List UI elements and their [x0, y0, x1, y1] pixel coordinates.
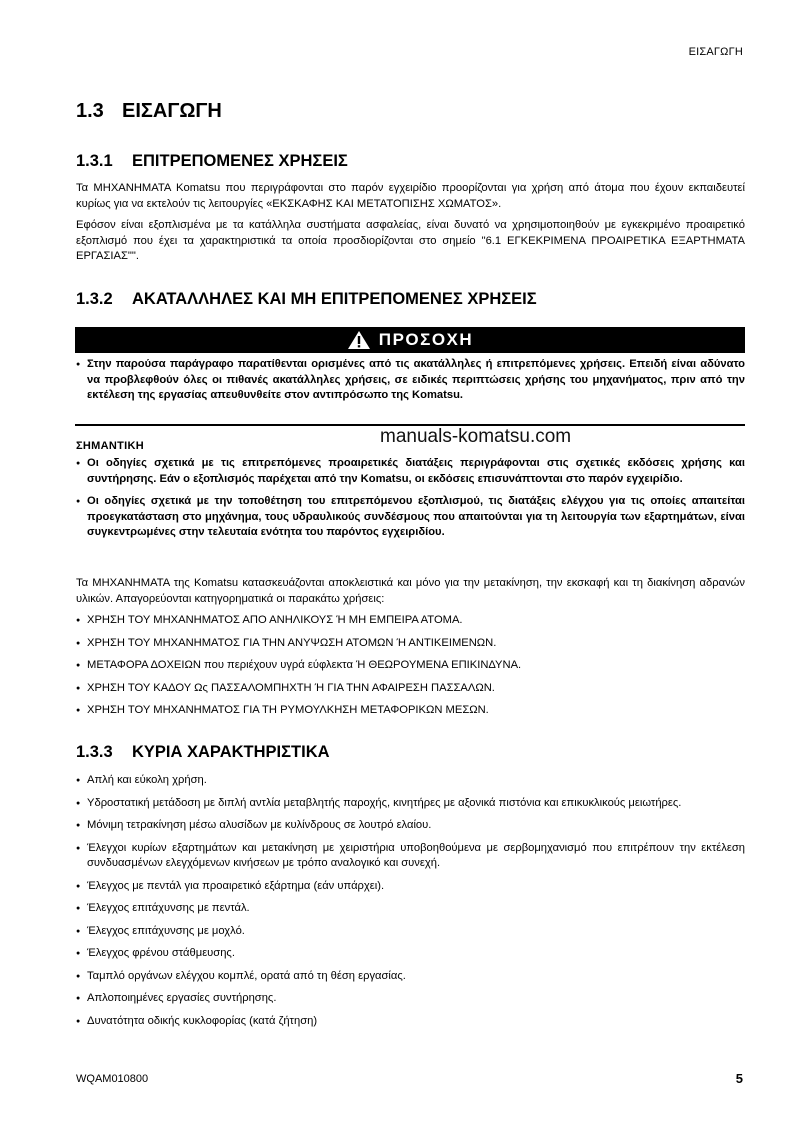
warning-triangle-icon: [347, 330, 371, 350]
feature-item: ● Απλοποιημένες εργασίες συντήρησης.: [76, 991, 745, 1007]
forbidden-item: ● ΧΡΗΣΗ ΤΟΥ ΚΑΔΟΥ Ως ΠΑΣΣΑΛΟΜΠΗΧΤΗ Ή ΓΙΑ ΤΗΝ ΑΦΑΙΡΕΣΗ ΠΑΣΣΑΛΩΝ.: [76, 681, 745, 697]
feature-item: ● Έλεγχοι κυρίων εξαρτημάτων και μετακίνηση με χειριστήρια υποβοηθούμενα με σερβομηχανισμό που επιτρέπουν την εκτέλεση συνδυασμένων ελεγχόμενων κινήσεων με τρόπο αναλογικό και συνεχή.: [76, 841, 745, 872]
notice-item: ● Οι οδηγίες σχετικά με την τοποθέτηση του επιτρεπόμενου εξοπλισμού, τις διατάξεις ελέγχου για τις οποίες απαιτείται προεγκατάσταση στο μηχάνημα, τους υδραυλικούς συνδέσμους που απαιτούνται για τη λειτουργία των εξαρτημάτων, είναι συγκεντρωμένες στην τελευταία ενότητα του παρόντος εγχειριδίου.: [76, 494, 745, 541]
subsection-heading-131: [76, 152, 348, 171]
forbidden-item: ● ΧΡΗΣΗ ΤΟΥ ΜΗΧΑΝΗΜΑΤΟΣ ΓΙΑ ΤΗ ΡΥΜΟΥΛΚΗΣΗ ΜΕΤΑΦΟΡΙΚΩΝ ΜΕΣΩΝ.: [76, 703, 745, 719]
running-header: ΕΙΣΑΓΩΓΗ: [688, 46, 743, 58]
subsection-title: ΕΠΙΤΡΕΠΟΜΕΝΕΣ ΧΡΗΣΕΙΣ: [132, 152, 348, 170]
watermark: manuals-komatsu.com: [380, 426, 572, 447]
section-title: ΕΙΣΑΓΩΓΗ: [122, 100, 222, 122]
subsection-title: ΑΚΑΤΑΛΛΗΛΕΣ ΚΑΙ ΜΗ ΕΠΙΤΡΕΠΟΜΕΝΕΣ ΧΡΗΣΕΙΣ: [132, 290, 537, 308]
feature-item: ● Μόνιμη τετρακίνηση μέσω αλυσίδων με κυλίνδρους σε λουτρό ελαίου.: [76, 818, 745, 834]
features-list: [76, 773, 745, 1036]
subsection-number: 1.3.3: [76, 743, 113, 761]
forbidden-item: ● ΧΡΗΣΗ ΤΟΥ ΜΗΧΑΝΗΜΑΤΟΣ ΓΙΑ ΤΗΝ ΑΝΥΨΩΣΗ ΑΤΟΜΩΝ Ή ΑΝΤΙΚΕΙΜΕΝΩΝ.: [76, 636, 745, 652]
forbidden-uses-list: [76, 613, 745, 726]
feature-item: ● Απλή και εύκολη χρήση.: [76, 773, 745, 789]
feature-item: ● Δυνατότητα οδικής κυκλοφορίας (κατά ζήτηση): [76, 1014, 745, 1030]
document-code: WQAM010800: [76, 1073, 149, 1085]
feature-item: ● Έλεγχος επιτάχυνσης με πεντάλ.: [76, 901, 745, 917]
section-heading: [76, 100, 222, 123]
paragraph: Εφόσον είναι εξοπλισμένα με τα κατάλληλα συστήματα ασφαλείας, είναι δυνατό να χρησιμοποιηθούν με εγκεκριμένο προαιρετικό εξοπλισμό που έχει τα χαρακτηριστικά τα οποία προσδιορίζονται στο σημείο "6.1 ΕΓΚΕΚΡΙΜΕΝΑ ΠΡΟΑΙΡΕΤΙΚΑ ΕΞΑΡΤΗΜΑΤΑ ΕΡΓΑΣΙΑΣ"".: [76, 219, 745, 262]
notice-title: ΣΗΜΑΝΤΙΚΗ: [76, 440, 144, 452]
feature-item: ● Έλεγχος φρένου στάθμευσης.: [76, 946, 745, 962]
warning-text-block: [76, 357, 745, 404]
feature-item: ● Υδροστατική μετάδοση με διπλή αντλία μεταβλητής παροχής, κινητήρες με αξονικά πιστόνια και επικυκλικούς μειωτήρες.: [76, 796, 745, 812]
subsection-heading-133: [76, 743, 330, 762]
section-number: 1.3: [76, 100, 104, 122]
notice-item: ● Οι οδηγίες σχετικά με τις επιτρεπόμενες προαιρετικές διατάξεις περιγράφονται στις σχετικές εκδόσεις χρήσης και συντήρησης. Εάν ο εξοπλισμός παρέχεται από την Komatsu, οι εκδόσεις επισυνάπτονται στο παρόν εγχειρίδιο.: [76, 456, 745, 487]
warning-label: ΠΡΟΣΟΧΗ: [378, 330, 474, 349]
feature-item: ● Έλεγχος με πεντάλ για προαιρετικό εξάρτημα (εάν υπάρχει).: [76, 879, 745, 895]
forbidden-intro: Τα ΜΗΧΑΝΗΜΑΤΑ της Komatsu κατασκευάζονται αποκλειστικά και μόνο για την μετακίνηση, την εκσκαφή και τη διακίνηση αδρανών υλικών. Απαγορεύονται κατηγορηματικά οι παρακάτω χρήσεις:: [76, 577, 745, 605]
subsection-number: 1.3.1: [76, 152, 113, 170]
warning-banner: [75, 327, 745, 353]
warning-item: ● Στην παρούσα παράγραφο παρατίθενται ορισμένες από τις ακατάλληλες ή επιτρεπόμενες χρήσεις. Επειδή είναι αδύνατο να προβλεφθούν όλες οι πιθανές ακατάλληλες χρήσεις, σε ειδικές περιπτώσεις χρήσης του μηχανήματος, πριν από την εκτέλεση της εργασίας απευθυνθείτε στον αντιπρόσωπο της Komatsu.: [76, 357, 745, 404]
feature-item: ● Ταμπλό οργάνων ελέγχου κομπλέ, ορατά από τη θέση εργασίας.: [76, 969, 745, 985]
forbidden-item: ● ΜΕΤΑΦΟΡΑ ΔΟΧΕΙΩΝ που περιέχουν υγρά εύφλεκτα Ή ΘΕΩΡΟΥΜΕΝΑ ΕΠΙΚΙΝΔΥΝΑ.: [76, 658, 745, 674]
paragraph: Τα ΜΗΧΑΝΗΜΑΤΑ Komatsu που περιγράφονται στο παρόν εγχειρίδιο προορίζονται για χρήση από άτομα που έχουν εκπαιδευτεί κυρίως για να εκτελούν τις λειτουργίες «ΕΚΣΚΑΦΗΣ ΚΑΙ ΜΕΤΑΤΟΠΙΣΗΣ ΧΩΜΑΤΟΣ».: [76, 182, 745, 210]
subsection-number: 1.3.2: [76, 290, 113, 308]
notice-list: [76, 456, 745, 548]
page-number: 5: [735, 1071, 743, 1086]
feature-item: ● Έλεγχος επιτάχυνσης με μοχλό.: [76, 924, 745, 940]
subsection-heading-132: [76, 290, 537, 309]
forbidden-item: ● ΧΡΗΣΗ ΤΟΥ ΜΗΧΑΝΗΜΑΤΟΣ ΑΠΟ ΑΝΗΛΙΚΟΥΣ Ή ΜΗ ΕΜΠΕΙΡΑ ΑΤΟΜΑ.: [76, 613, 745, 629]
subsection-title: ΚΥΡΙΑ ΧΑΡΑΚΤΗΡΙΣΤΙΚΑ: [132, 743, 330, 761]
